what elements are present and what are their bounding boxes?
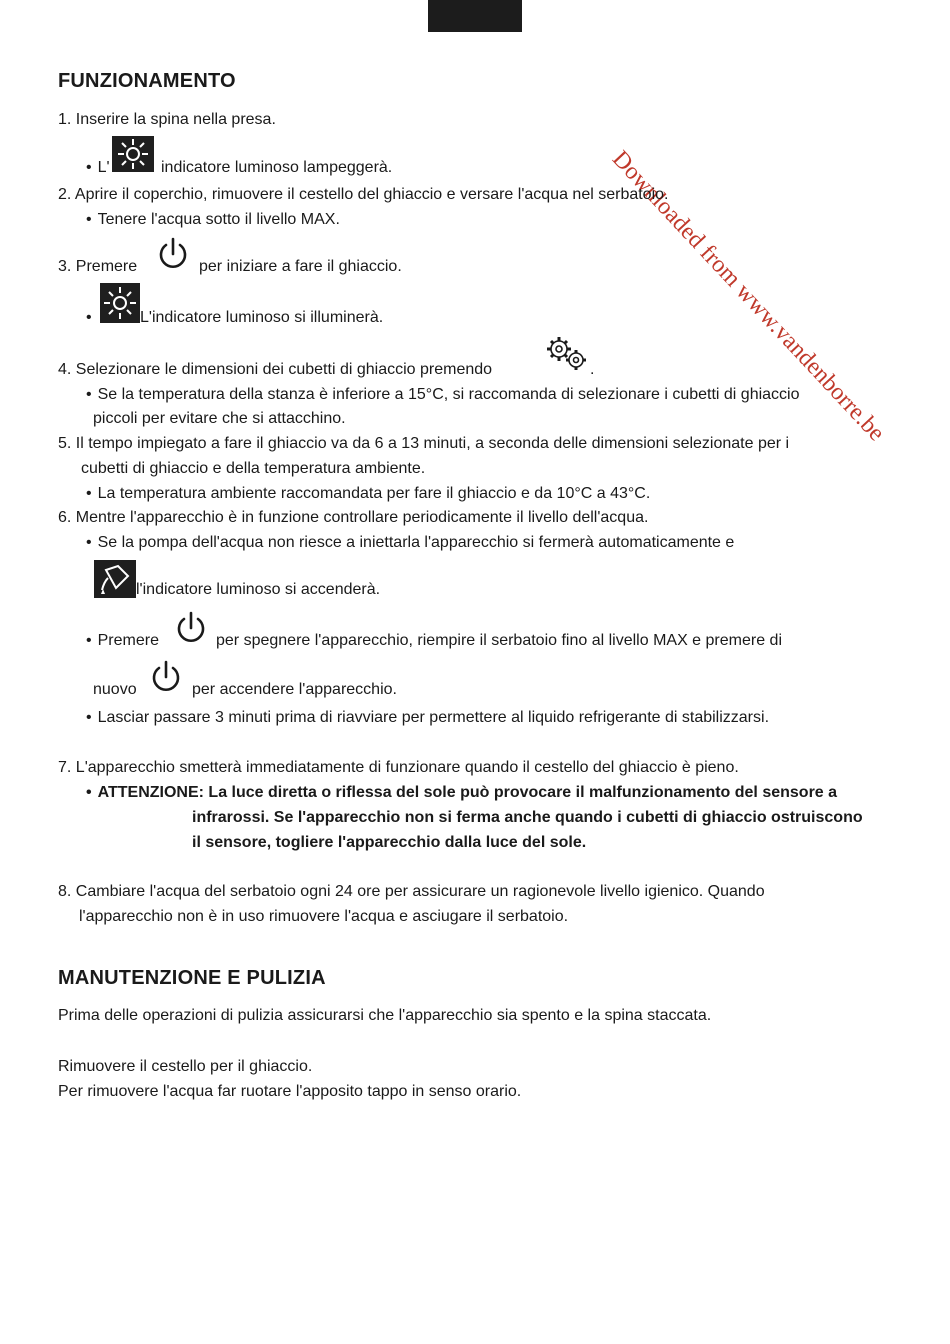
step-5-l1: 5. Il tempo impiegato a fare il ghiaccio va da 6 a 13 minuti, a seconda delle dimensioni selezionate per i [58, 435, 790, 452]
step-6-bullet-3: • Lasciar passare 3 minuti prima di riavviare per permettere al liquido refrigerante di stabilizzarsi. [86, 708, 769, 728]
step-3-post: per iniziare a fare il ghiaccio. [199, 258, 402, 275]
step-4: 4. Selezionare le dimensioni dei cubetti di ghiaccio premendo [58, 361, 493, 378]
power-icon [156, 236, 190, 272]
step-6-bullet-2-pre: • Premere [86, 631, 159, 651]
step-3-pre: 3. Premere [58, 258, 138, 275]
step-6-bullet-1: • Se la pompa dell'acqua non riesce a iniettarla l'apparecchio si fermerà automaticamente e [86, 533, 734, 553]
step-6-bullet-2-l2-post: per accendere l'apparecchio. [192, 681, 397, 698]
step-6-bullet-1-l2: l'indicatore luminoso si accenderà. [136, 581, 381, 598]
step-1-bullet-post: indicatore luminoso lampeggerà. [161, 159, 393, 176]
step-3-bullet-dot: • [86, 309, 92, 326]
step-7-warning-l1: • ATTENZIONE: La luce diretta o riflessa del sole può provocare il malfunzionamento del sensore a [86, 783, 837, 803]
section-title-maintenance: MANUTENZIONE E PULIZIA [58, 967, 326, 989]
water-pour-icon [94, 560, 136, 598]
step-4-bullet-l1: • Se la temperatura della stanza è inferiore a 15°C, si raccomanda di selezionare i cubetti di ghiaccio [86, 385, 800, 405]
step-3-bullet: L'indicatore luminoso si illuminerà. [140, 309, 384, 326]
step-8-l2: l'apparecchio non è in uso rimuovere l'acqua e asciugare il serbatoio. [79, 908, 569, 925]
step-5-bullet: • La temperatura ambiente raccomandata per fare il ghiaccio e da 10°C a 43°C. [86, 484, 650, 504]
sun-indicator-icon [112, 136, 154, 172]
step-6-bullet-2-l2-pre: nuovo [93, 681, 137, 698]
step-2-bullet: • Tenere l'acqua sotto il livello MAX. [86, 210, 340, 230]
step-1: 1. Inserire la spina nella presa. [58, 111, 276, 128]
step-7-warning-l2: infrarossi. Se l'apparecchio non si ferma anche quando i cubetti di ghiaccio ostruiscono [192, 809, 863, 826]
watermark: Downloaded from www.vandenborre.be [606, 146, 890, 447]
sun-indicator-icon [100, 283, 140, 323]
section-title-operation: FUNZIONAMENTO [58, 70, 236, 92]
top-tab-bar [428, 0, 522, 32]
step-4-end: . [590, 361, 595, 378]
step-6: 6. Mentre l'apparecchio è in funzione controllare periodicamente il livello dell'acqua. [58, 509, 649, 526]
step-8-l1: 8. Cambiare l'acqua del serbatoio ogni 24 ore per assicurare un ragionevole livello igienico. Quando [58, 883, 765, 900]
step-1-bullet-pre: • L' [86, 158, 110, 178]
maintenance-p1: Prima delle operazioni di pulizia assicurarsi che l'apparecchio sia spento e la spina staccata. [58, 1007, 712, 1024]
step-4-bullet-l2: piccoli per evitare che si attacchino. [93, 410, 346, 427]
step-6-bullet-2-post: per spegnere l'apparecchio, riempire il serbatoio fino al livello MAX e premere di [216, 632, 782, 649]
maintenance-p3: Per rimuovere l'acqua far ruotare l'apposito tappo in senso orario. [58, 1083, 522, 1100]
step-5-l2: cubetti di ghiaccio e della temperatura ambiente. [81, 460, 426, 477]
maintenance-p2: Rimuovere il cestello per il ghiaccio. [58, 1058, 313, 1075]
step-2: 2. Aprire il coperchio, rimuovere il cestello del ghiaccio e versare l'acqua nel serbatoio. [58, 186, 669, 203]
gears-icon [542, 333, 592, 373]
step-7-warning-l3: il sensore, togliere l'apparecchio dalla luce del sole. [192, 834, 587, 851]
power-icon [149, 659, 183, 695]
power-icon [174, 610, 208, 646]
step-7: 7. L'apparecchio smetterà immediatamente di funzionare quando il cestello del ghiaccio è pieno. [58, 759, 739, 776]
